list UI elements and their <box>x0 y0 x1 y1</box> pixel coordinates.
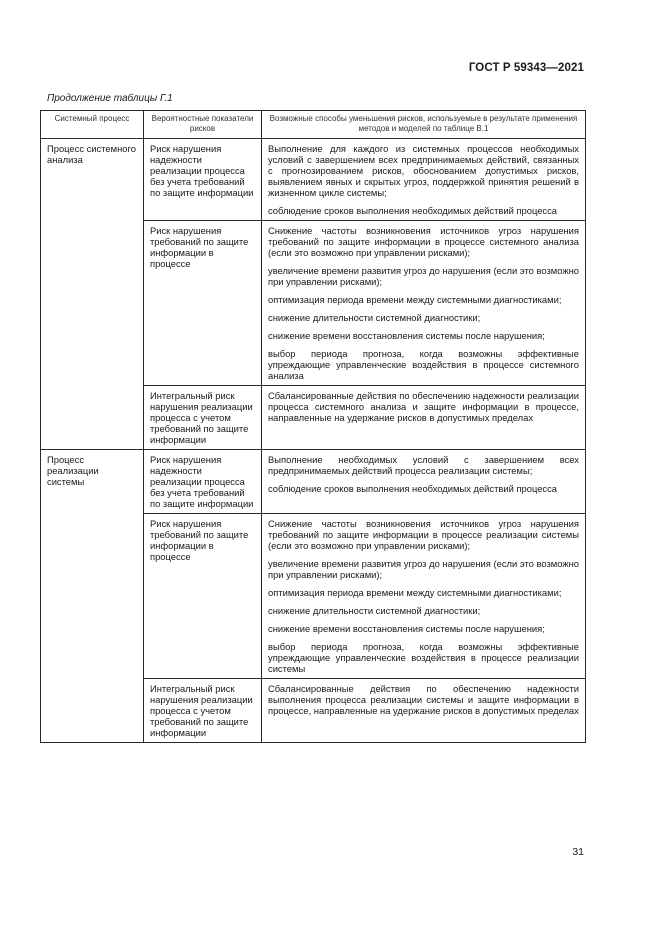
strategies-cell <box>262 386 586 450</box>
process-name-cell: Процесс реализации системы <box>41 450 144 743</box>
risk-indicator-cell: Интегральный риск нарушения реализации процесса с учетом требований по защите информации <box>144 679 262 743</box>
risk-table <box>40 110 586 743</box>
strategy-item: Снижение частоты возникновения источников угроз нарушения требований по защите информации в процессе реализации системы (если это возможно при управлении рисками); <box>268 518 579 551</box>
strategy-item: снижение длительности системной диагностики; <box>268 605 481 616</box>
page-number: 31 <box>572 846 584 858</box>
table-row <box>41 139 586 221</box>
strategy-item: Выполнение необходимых условий с завершением всех предпринимаемых действий процесса реализации системы; <box>268 454 579 476</box>
strategy-item: оптимизация периода времени между системными диагностиками; <box>268 587 562 598</box>
strategy-item: снижение времени восстановления системы после нарушения; <box>268 623 545 634</box>
strategies-cell <box>262 221 586 386</box>
strategy-item: увеличение времени развития угроз до нарушения (если это возможно при управлении рисками); <box>268 558 579 580</box>
strategy-item: выбор периода прогноза, когда возможны эффективные упреждающие управленческие воздействия в процессе реализации системы <box>268 641 579 674</box>
table-header-row <box>41 111 586 139</box>
strategies-cell <box>262 514 586 679</box>
strategy-item: Сбалансированные действия по обеспечению надежности реализации процесса системного анализа и защите информации в процессе, направленные на удержание рисков в допустимых пределах <box>268 390 579 423</box>
column-header-indicator: Вероятностные показатели рисков <box>144 111 262 139</box>
strategy-item: выбор периода прогноза, когда возможны эффективные упреждающие управленческие воздействия в процессе системного анализа <box>268 348 579 381</box>
strategies-cell <box>262 139 586 221</box>
strategy-item: соблюдение сроков выполнения необходимых действий процесса <box>268 483 558 494</box>
risk-indicator-cell: Риск нарушения требований по защите информации в процессе <box>144 221 262 386</box>
strategy-item: снижение времени восстановления системы после нарушения; <box>268 330 545 341</box>
strategy-item: Сбалансированные действия по обеспечению надежности выполнения процесса реализации системы и защите информации в процессе, направленные на удержание рисков в допустимых пределах <box>268 683 579 716</box>
strategy-item: соблюдение сроков выполнения необходимых действий процесса <box>268 205 558 216</box>
strategy-item: Выполнение для каждого из системных процессов необходимых условий с завершением всех предпринимаемых действий, связанных с прогнозированием рисков, обоснованием допустимых рисков, выявлением явных и скрытых угроз, поддержкой принятия решений в жизненном цикле системы; <box>268 143 579 198</box>
risk-indicator-cell: Риск нарушения надежности реализации процесса без учета требований по защите информации <box>144 450 262 514</box>
risk-indicator-cell: Риск нарушения надежности реализации процесса без учета требований по защите информации <box>144 139 262 221</box>
table-caption: Продолжение таблицы Г.1 <box>47 93 173 104</box>
strategies-cell <box>262 450 586 514</box>
process-name-cell: Процесс системного анализа <box>41 139 144 450</box>
strategy-item: оптимизация периода времени между системными диагностиками; <box>268 294 562 305</box>
column-header-process: Системный процесс <box>41 111 144 139</box>
strategy-item: Снижение частоты возникновения источников угроз нарушения требований по защите информации в процессе системного анализа (если это возможно при управлении рисками); <box>268 225 579 258</box>
strategies-cell <box>262 679 586 743</box>
table-row <box>41 450 586 514</box>
risk-indicator-cell: Риск нарушения требований по защите информации в процессе <box>144 514 262 679</box>
risk-indicator-cell: Интегральный риск нарушения реализации процесса с учетом требований по защите информации <box>144 386 262 450</box>
document-code: ГОСТ Р 59343—2021 <box>468 62 584 74</box>
strategy-item: увеличение времени развития угроз до нарушения (если это возможно при управлении рисками); <box>268 265 579 287</box>
column-header-strategies: Возможные способы уменьшения рисков, используемые в результате применения методов и моделей по таблице В.1 <box>262 111 586 139</box>
strategy-item: снижение длительности системной диагностики; <box>268 312 481 323</box>
